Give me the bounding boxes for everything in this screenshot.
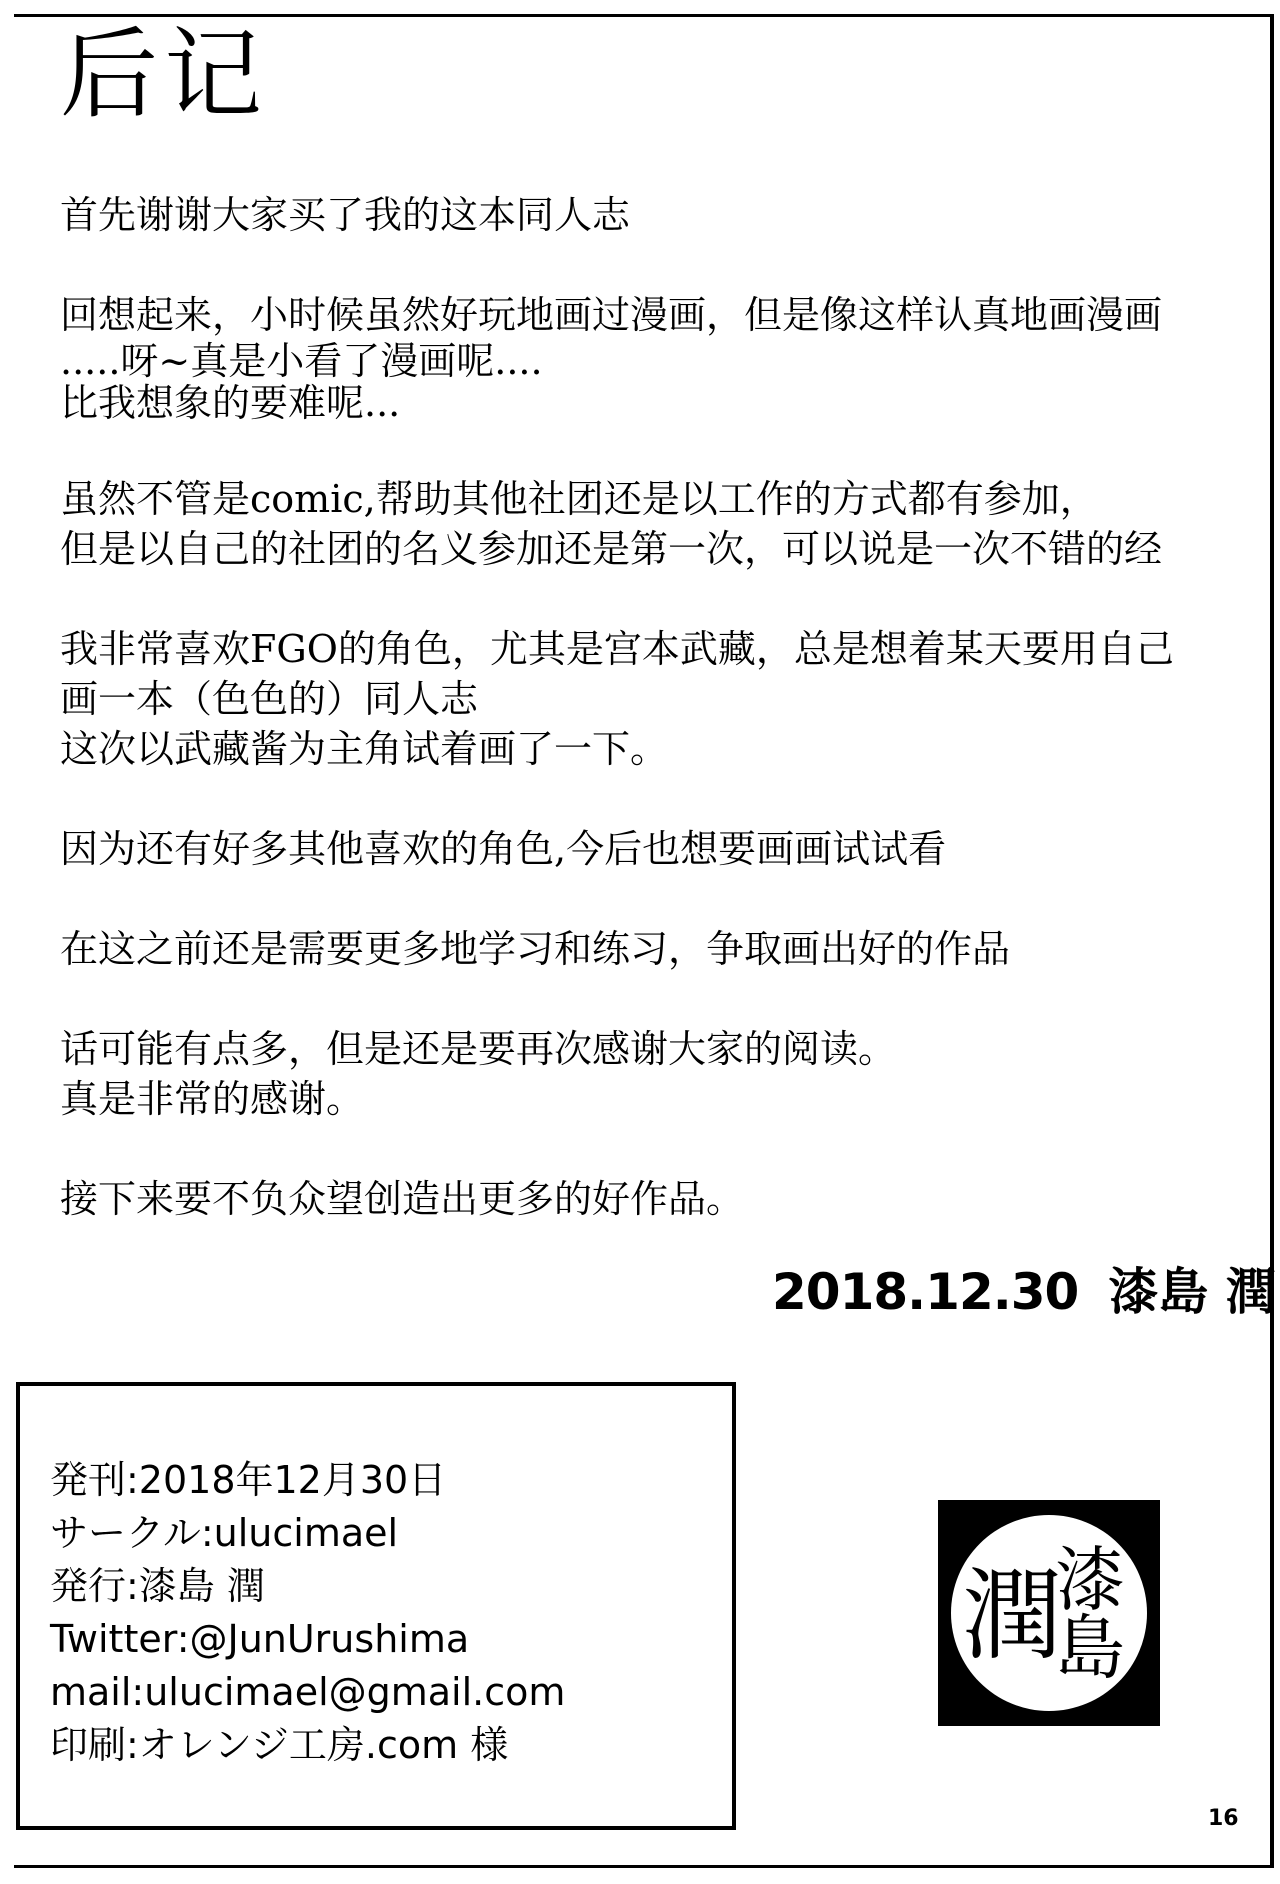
paragraph-line: 这次以武藏酱为主角试着画了一下。 xyxy=(60,727,669,771)
seal-graphic xyxy=(938,1500,1160,1726)
paragraph-line: 真是非常的感谢。 xyxy=(60,1077,365,1121)
paragraph-line: 画一本（色色的）同人志 xyxy=(60,677,479,721)
colophon-list xyxy=(50,1454,565,1772)
paragraph-line: 但是以自己的社团的名义参加还是第一次，可以说是一次不错的经 xyxy=(60,527,1163,571)
colophon-circle: サークル:ulucimael xyxy=(50,1511,399,1555)
afterword-body xyxy=(60,190,1280,1224)
colophon-printer: 印刷:オレンジ工房.com 様 xyxy=(50,1723,509,1767)
seal-char-2: 島 xyxy=(1055,1607,1125,1689)
paragraph-line: 回想起来，小时候虽然好玩地画过漫画，但是像这样认真地画漫画 xyxy=(60,293,1163,337)
page-title: 后记 xyxy=(60,18,269,132)
paragraph-line: 我非常喜欢FGO的角色，尤其是宫本武藏，总是想着某天要用自己 xyxy=(60,627,1174,671)
signature xyxy=(772,1252,1276,1324)
seal-char-1: 漆 xyxy=(1055,1539,1125,1621)
seal-char-3: 潤 xyxy=(962,1557,1062,1674)
colophon-publish-date: 発刊:2018年12月30日 xyxy=(50,1458,447,1502)
paragraph-line: 接下来要不负众望创造出更多的好作品。 xyxy=(60,1177,745,1221)
colophon-box xyxy=(16,1382,736,1830)
colophon-twitter: Twitter:@JunUrushima xyxy=(50,1617,470,1661)
colophon-publisher: 発行:漆島 潤 xyxy=(50,1564,265,1608)
paragraph-line: 首先谢谢大家买了我的这本同人志 xyxy=(60,193,631,237)
name-seal-stamp xyxy=(938,1500,1160,1726)
paragraph-line: 比我想象的要难呢... xyxy=(60,381,401,425)
paragraph-line: 虽然不管是comic,帮助其他社团还是以工作的方式都有参加， xyxy=(60,477,1098,521)
paragraph-line: 因为还有好多其他喜欢的角色,今后也想要画画试试看 xyxy=(60,827,947,871)
paragraph-line: 在这之前还是需要更多地学习和练习，争取画出好的作品 xyxy=(60,927,1011,971)
page-number: 16 xyxy=(1208,1806,1239,1831)
paragraph-line: 话可能有点多，但是还是要再次感谢大家的阅读。 xyxy=(60,1027,897,1071)
colophon-mail: mail:ulucimael@gmail.com xyxy=(50,1670,566,1714)
signature-date: 2018.12.30 xyxy=(772,1263,1079,1321)
paragraph-line: .....呀~真是小看了漫画呢.... xyxy=(60,339,543,383)
signature-name: 漆島 潤 xyxy=(1108,1263,1276,1321)
